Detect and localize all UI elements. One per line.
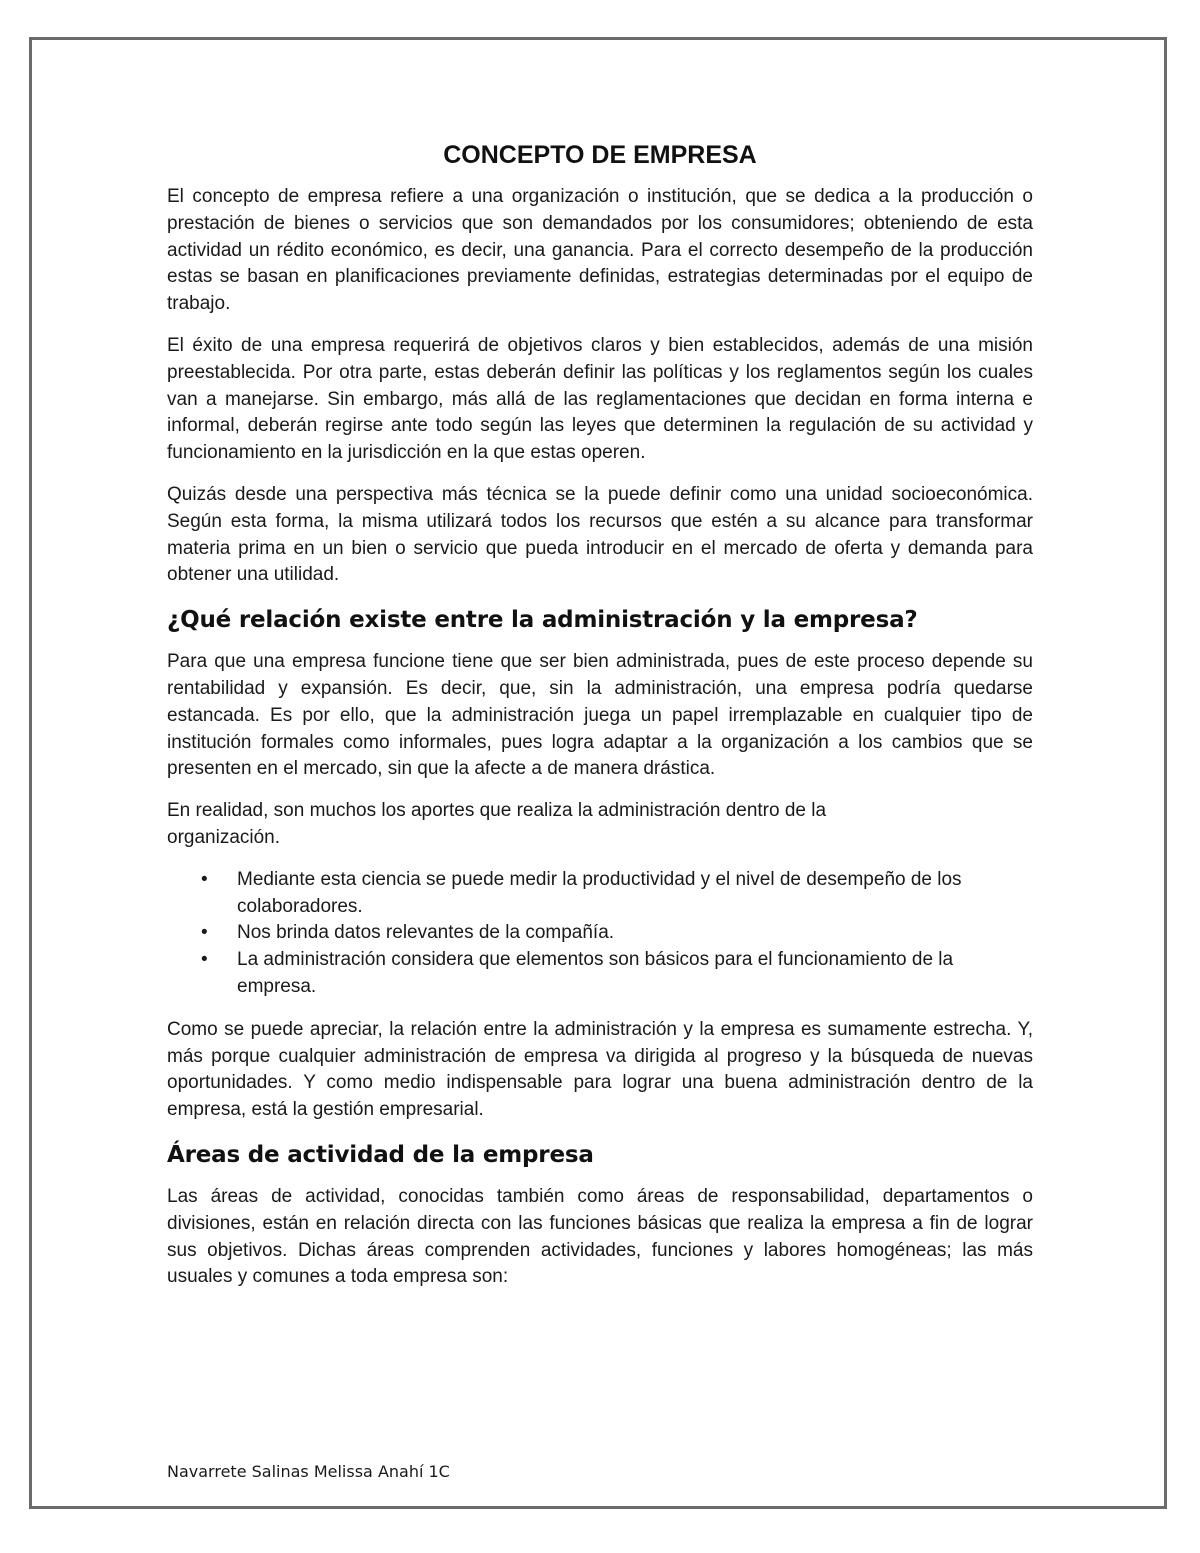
paragraph-areas: Las áreas de actividad, conocidas también como áreas de responsabilidad, departamentos o divisiones, están en relación directa con las funciones básicas que realiza la empresa a fin de lograr sus objetivos. Dichas áreas comprenden actividades, funciones y labores homogéneas; las más usuales y comunes a toda empresa son: (167, 1185, 1033, 1288)
list-item (201, 947, 1033, 1001)
paragraph-concept: El concepto de empresa refiere a una organización o institución, que se dedica a la producción o prestación de bienes o servicios que son demandados por los consumidores; obteniendo de esta actividad un rédito económico, es decir, una ganancia. Para el correcto desempeño de la producción estas se basan en planificaciones previamente definidas, estrategias determinadas por el equipo de trabajo. (167, 186, 1033, 315)
contributions-list (167, 867, 1033, 1001)
page-footer: Navarrete Salinas Melissa Anahí 1C (167, 1462, 450, 1481)
list-item-text: Mediante esta ciencia se puede medir la productividad y el nivel de desempeño de los colaboradores. (237, 868, 962, 917)
paragraph-administration: Para que una empresa funcione tiene que ser bien administrada, pues de este proceso depende su rentabilidad y expansión. Es decir, que, sin la administración, una empresa podría quedarse estancada. Es por ello, que la administración juega un papel irremplazable en cualquier tipo de institución formales como informales, pues logra adaptar a la organización a los cambios que se presenten en el mercado, sin que la afecte a de manera drástica. (167, 651, 1033, 780)
list-item-text: Nos brinda datos relevantes de la compañía. (237, 922, 615, 944)
document-title: CONCEPTO DE EMPRESA (443, 141, 757, 169)
paragraph-success: El éxito de una empresa requerirá de objetivos claros y bien establecidos, además de una misión preestablecida. Por otra parte, estas deberán definir las políticas y los reglamentos según los cuales van a manejarse. Sin embargo, más allá de las reglamentaciones que decidan en forma interna e informal, deberán regirse ante todo según las leyes que determinen la regulación de su actividad y funcionamiento en la jurisdicción en la que estas operen. (167, 334, 1033, 464)
section-heading-areas: Áreas de actividad de la empresa (167, 1141, 594, 1168)
paragraph-conclusion: Como se puede apreciar, la relación entre la administración y la empresa es sumamente estrecha. Y, más porque cualquier administración de empresa va dirigida al progreso y la búsqueda de nuevas oportunidades. Y como medio indispensable para lograr una buena administración dentro de la empresa, está la gestión empresarial. (167, 1018, 1033, 1121)
bullet-icon: • (201, 868, 208, 890)
paragraph-contributions: En realidad, son muchos los aportes que realiza la administración dentro de la organización. (167, 800, 827, 848)
document-body (167, 138, 1033, 1306)
section-heading-relation: ¿Qué relación existe entre la administración y la empresa? (167, 607, 918, 634)
list-item (201, 867, 1033, 921)
bullet-icon: • (201, 949, 208, 971)
list-item-text: La administración considera que elementos son básicos para el funcionamiento de la empresa. (237, 949, 954, 997)
list-item (201, 920, 1033, 947)
paragraph-technical: Quizás desde una perspectiva más técnica se la puede definir como una unidad socioeconómica. Según esta forma, la misma utilizará todos los recursos que estén a su alcance para transformar materia prima en un bien o servicio que pueda introducir en el mercado de oferta y demanda para obtener una utilidad. (167, 483, 1033, 586)
bullet-icon: • (201, 922, 208, 944)
